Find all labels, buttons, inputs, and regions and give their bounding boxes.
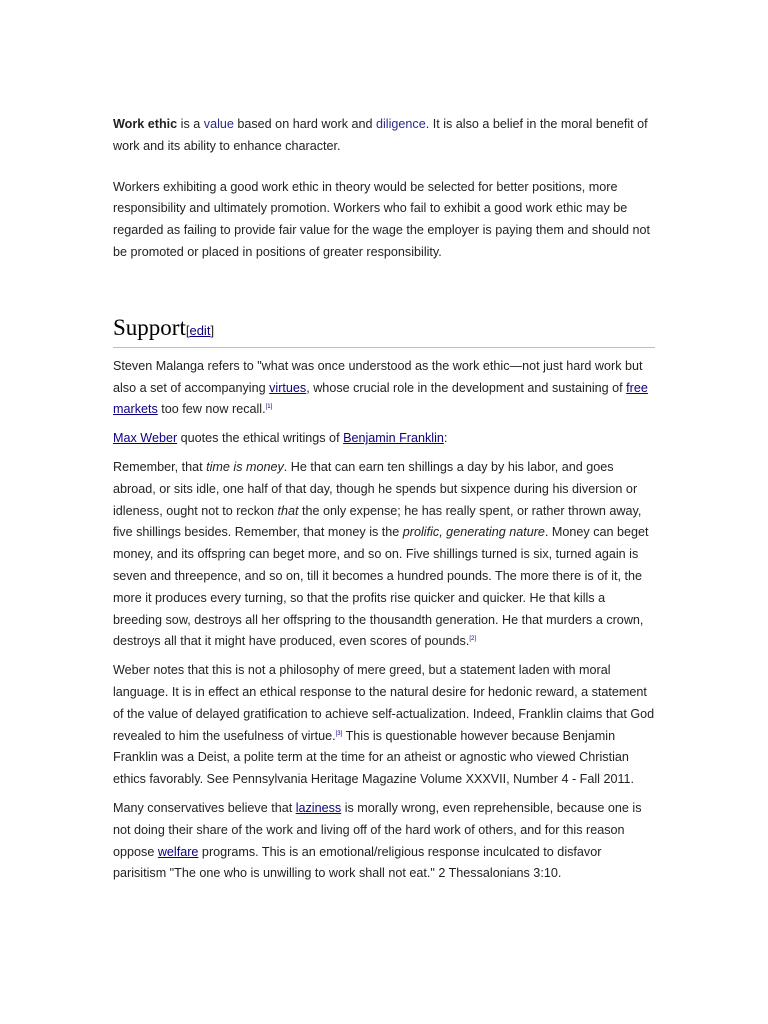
weber-notes-paragraph: [113, 660, 655, 791]
reference-3[interactable]: [3]: [335, 730, 343, 737]
link-welfare[interactable]: welfare: [157, 844, 199, 859]
text-run: the only expense; he has really spent, or rather thrown away, five shillings besides. Remember, that money is the: [113, 503, 642, 540]
text-run: is morally wrong, even reprehensible, because one is not doing their share of the work and living off of the hard work of others, and for this reason oppose: [113, 800, 642, 859]
bracket: ]: [210, 322, 215, 338]
link-diligence[interactable]: diligence: [376, 117, 426, 131]
bracket: [: [185, 322, 190, 338]
text-run: :: [443, 431, 448, 446]
text-run: Many conservatives believe that: [113, 800, 296, 815]
link-max-weber[interactable]: Max Weber: [113, 431, 178, 446]
text-run: Remember, that: [113, 459, 207, 474]
reference-1[interactable]: [1]: [265, 404, 273, 411]
link-free-markets[interactable]: free markets: [113, 380, 648, 417]
text-run: too few now recall.: [157, 402, 266, 417]
text-run: Steven Malanga refers to "what was once understood as the work ethic—not just hard work but also a set of accompanying: [113, 358, 643, 395]
edit-section: [186, 323, 214, 338]
workers-paragraph: Workers exhibiting a good work ethic in theory would be selected for better positions, more responsibility and ultimately promotion. Workers who fail to exhibit a good work ethic may be regarded as failing to provide fair value for the wage the employer is paying them and should not be promoted or placed in positions of greater responsibility.: [113, 179, 650, 259]
link-virtues[interactable]: virtues: [269, 380, 307, 395]
emphasis: time is money: [206, 459, 284, 474]
text-run: programs. This is an emotional/religious response inculcated to disfavor parisitism "The one who is unwilling to work shall not eat." 2 Thessalonians 3:10.: [113, 844, 602, 881]
text-run: . Money can beget money, and its offspring can beget more, and so on. Five shillings turned is six, turned again is seven and threepence, and so on, till it becomes a hundred pounds. The more there is of it, the more it produces every turning, so that the profits rise quicker and quicker. He that kills a breeding sow, destroys all her offspring to the thousandth generation. He that murders a crown, destroys all that it might have produced, even scores of pounds.: [113, 525, 649, 649]
heading-text: Support: [113, 314, 186, 340]
article-body: [113, 114, 655, 885]
conservatives-paragraph: [113, 798, 655, 885]
text-run: This is questionable however because Benjamin Franklin was a Deist, a polite term at the time for an atheist or agnostic who viewed Christian ethics favorably. See Pennsylvania Heritage Magazine Volume XXXVII, Number 4 - Fall 2011.: [113, 728, 635, 787]
emphasis: that: [277, 503, 299, 518]
text-run: is a: [177, 117, 204, 131]
text-run: . It is also a belief in the moral benefit of work and its ability to enhance character.: [113, 117, 648, 153]
emphasis: prolific, generating nature: [402, 525, 545, 540]
malanga-paragraph: [113, 356, 655, 421]
link-value[interactable]: value: [203, 117, 234, 131]
text-run: , whose crucial role in the development and sustaining of: [306, 380, 627, 395]
intro-paragraph: [113, 114, 655, 158]
weber-intro-paragraph: [113, 428, 655, 450]
text-run: . He that can earn ten shillings a day by his labor, and goes abroad, or sits idle, one half of that day, though he spends but sixpence during his diversion or idleness, ought not to reckon: [113, 459, 638, 518]
link-benjamin-franklin[interactable]: Benjamin Franklin: [343, 431, 444, 446]
section-heading-support: [113, 313, 655, 348]
edit-link[interactable]: edit: [189, 322, 211, 338]
reference-2[interactable]: [2]: [469, 636, 476, 643]
text-run: Weber notes that this is not a philosophy of mere greed, but a statement laden with moral language. It is in effect an ethical response to the natural desire for hedonic reward, a statement of the value of delayed gratification to achieve self-actualization. Indeed, Franklin claims that God revealed to him the usefulness of virtue.: [113, 663, 655, 743]
link-laziness[interactable]: laziness: [295, 800, 342, 815]
bold-term: Work ethic: [113, 117, 178, 131]
text-run: based on hard work and: [233, 117, 376, 131]
franklin-quote: [113, 457, 655, 653]
text-run: quotes the ethical writings of: [177, 431, 344, 446]
